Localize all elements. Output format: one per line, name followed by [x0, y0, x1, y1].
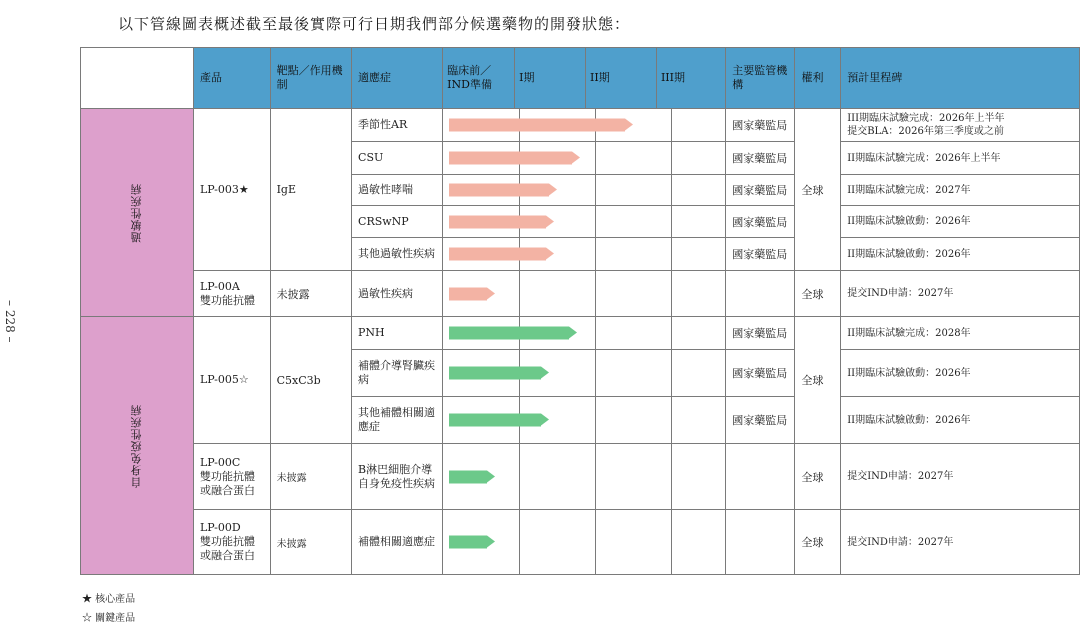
target-cell: IgE: [270, 109, 351, 271]
pipeline-row: [81, 444, 1080, 510]
header-preclinical: 臨床前／IND準備: [443, 48, 515, 109]
pipeline-row: [81, 109, 1080, 142]
header-product: 產品: [194, 48, 271, 109]
header-milestone: 預計里程碑: [841, 48, 1080, 109]
regulator-cell: [726, 271, 795, 317]
progress-arrow-body: [449, 414, 541, 427]
regulator-cell: 國家藥監局: [726, 397, 795, 444]
progress-arrow-body: [449, 215, 546, 228]
rights-cell: 全球: [795, 109, 841, 271]
header-phase1: I期: [515, 48, 586, 109]
header-rights: 權利: [795, 48, 841, 109]
page-number: – 228 –: [3, 300, 17, 343]
milestone-cell: II期臨床試驗完成：2027年: [841, 175, 1080, 206]
stage-progress-cell: [443, 510, 726, 575]
rights-cell: 全球: [795, 271, 841, 317]
regulator-cell: 國家藥監局: [726, 142, 795, 175]
progress-arrow-body: [449, 536, 487, 549]
header-target: 靶點／作用機制: [270, 48, 351, 109]
progress-arrow-body: [449, 152, 572, 165]
rights-cell: 全球: [795, 317, 841, 444]
footnotes: [82, 590, 135, 628]
pipeline-table: [80, 47, 1080, 575]
intro-text: 以下管線圖表概述截至最後實際可行日期我們部分候選藥物的開發狀態：: [118, 15, 631, 33]
progress-arrow-head: [541, 414, 549, 426]
category-label: 自身免疫性疾病: [130, 403, 143, 488]
rights-cell: 全球: [795, 510, 841, 575]
progress-arrow: [449, 287, 495, 300]
indication-cell: PNH: [352, 317, 443, 350]
progress-arrow-body: [449, 184, 549, 197]
progress-arrow-head: [487, 287, 495, 299]
progress-arrow: [449, 184, 557, 197]
progress-arrow: [449, 119, 633, 132]
milestone-cell: II期臨床試驗啟動：2026年: [841, 206, 1080, 238]
milestone-cell: II期臨床試驗啟動：2026年: [841, 238, 1080, 271]
stage-progress-cell: [443, 444, 726, 510]
progress-arrow: [449, 215, 554, 228]
progress-arrow-body: [449, 119, 625, 132]
progress-arrow-body: [449, 248, 546, 261]
stage-progress-cell: [443, 109, 726, 142]
milestone-cell: III期臨床試驗完成：2026年上半年 提交BLA：2026年第三季度或之前: [841, 109, 1080, 142]
product-cell: LP-00A 雙功能抗體: [194, 271, 271, 317]
progress-arrow-head: [569, 327, 577, 339]
pipeline-row: [81, 317, 1080, 350]
progress-arrow: [449, 152, 580, 165]
product-cell: LP-005☆: [194, 317, 271, 444]
regulator-cell: 國家藥監局: [726, 350, 795, 397]
stage-progress-cell: [443, 271, 726, 317]
stage-progress-cell: [443, 317, 726, 350]
milestone-cell: 提交IND申請：2027年: [841, 271, 1080, 317]
stage-progress-cell: [443, 206, 726, 238]
regulator-cell: [726, 444, 795, 510]
category-cell: [81, 109, 194, 317]
header-phase3: III期: [656, 48, 725, 109]
progress-arrow-head: [541, 367, 549, 379]
product-cell: LP-00C 雙功能抗體或融合蛋白: [194, 444, 271, 510]
progress-arrow-body: [449, 327, 569, 340]
stage-progress-cell: [443, 175, 726, 206]
progress-arrow-body: [449, 367, 541, 380]
progress-arrow-head: [546, 248, 554, 260]
stage-progress-cell: [443, 350, 726, 397]
progress-arrow-head: [487, 536, 495, 548]
progress-arrow-head: [572, 152, 580, 164]
stage-progress-cell: [443, 142, 726, 175]
regulator-cell: 國家藥監局: [726, 109, 795, 142]
indication-cell: 其他過敏性疾病: [352, 238, 443, 271]
progress-arrow: [449, 248, 554, 261]
header-corner: [81, 48, 194, 109]
indication-cell: 過敏性疾病: [352, 271, 443, 317]
indication-cell: 補體相關適應症: [352, 510, 443, 575]
product-cell: LP-00D 雙功能抗體或融合蛋白: [194, 510, 271, 575]
milestone-cell: II期臨床試驗啟動：2026年: [841, 397, 1080, 444]
progress-arrow-head: [546, 215, 554, 227]
header-regulator: 主要監管機構: [726, 48, 795, 109]
product-cell: LP-003★: [194, 109, 271, 271]
milestone-cell: II期臨床試驗完成：2028年: [841, 317, 1080, 350]
milestone-cell: II期臨床試驗啟動：2026年: [841, 350, 1080, 397]
progress-arrow-head: [487, 470, 495, 482]
milestone-cell: 提交IND申請：2027年: [841, 510, 1080, 575]
progress-arrow-head: [625, 119, 633, 131]
regulator-cell: 國家藥監局: [726, 238, 795, 271]
regulator-cell: 國家藥監局: [726, 317, 795, 350]
progress-arrow: [449, 414, 549, 427]
regulator-cell: [726, 510, 795, 575]
indication-cell: 過敏性哮喘: [352, 175, 443, 206]
pipeline-row: [81, 510, 1080, 575]
progress-arrow: [449, 470, 495, 483]
milestone-cell: 提交IND申請：2027年: [841, 444, 1080, 510]
progress-arrow-head: [549, 184, 557, 196]
rights-cell: 全球: [795, 444, 841, 510]
indication-cell: 補體介導腎臟疾病: [352, 350, 443, 397]
category-cell: [81, 317, 194, 575]
milestone-cell: II期臨床試驗完成：2026年上半年: [841, 142, 1080, 175]
footnote-key-product: ☆ 關鍵產品: [82, 613, 136, 624]
target-cell: C5xC3b: [270, 317, 351, 444]
header-indication: 適應症: [352, 48, 443, 109]
progress-arrow-body: [449, 470, 487, 483]
progress-arrow: [449, 367, 549, 380]
target-cell: 未披露: [270, 444, 351, 510]
category-label: 過敏性疾病: [130, 182, 143, 243]
indication-cell: CSU: [352, 142, 443, 175]
regulator-cell: 國家藥監局: [726, 206, 795, 238]
pipeline-row: [81, 271, 1080, 317]
indication-cell: B淋巴細胞介導自身免疫性疾病: [352, 444, 443, 510]
stage-progress-cell: [443, 397, 726, 444]
progress-arrow-body: [449, 287, 487, 300]
indication-cell: 其他補體相關適應症: [352, 397, 443, 444]
progress-arrow: [449, 327, 577, 340]
progress-arrow: [449, 536, 495, 549]
footnote-core-product: ★ 核心產品: [82, 594, 136, 605]
stage-progress-cell: [443, 238, 726, 271]
header-phase2: II期: [586, 48, 657, 109]
target-cell: 未披露: [270, 510, 351, 575]
indication-cell: 季節性AR: [352, 109, 443, 142]
regulator-cell: 國家藥監局: [726, 175, 795, 206]
indication-cell: CRSwNP: [352, 206, 443, 238]
table-header-row: [81, 48, 1080, 109]
target-cell: 未披露: [270, 271, 351, 317]
